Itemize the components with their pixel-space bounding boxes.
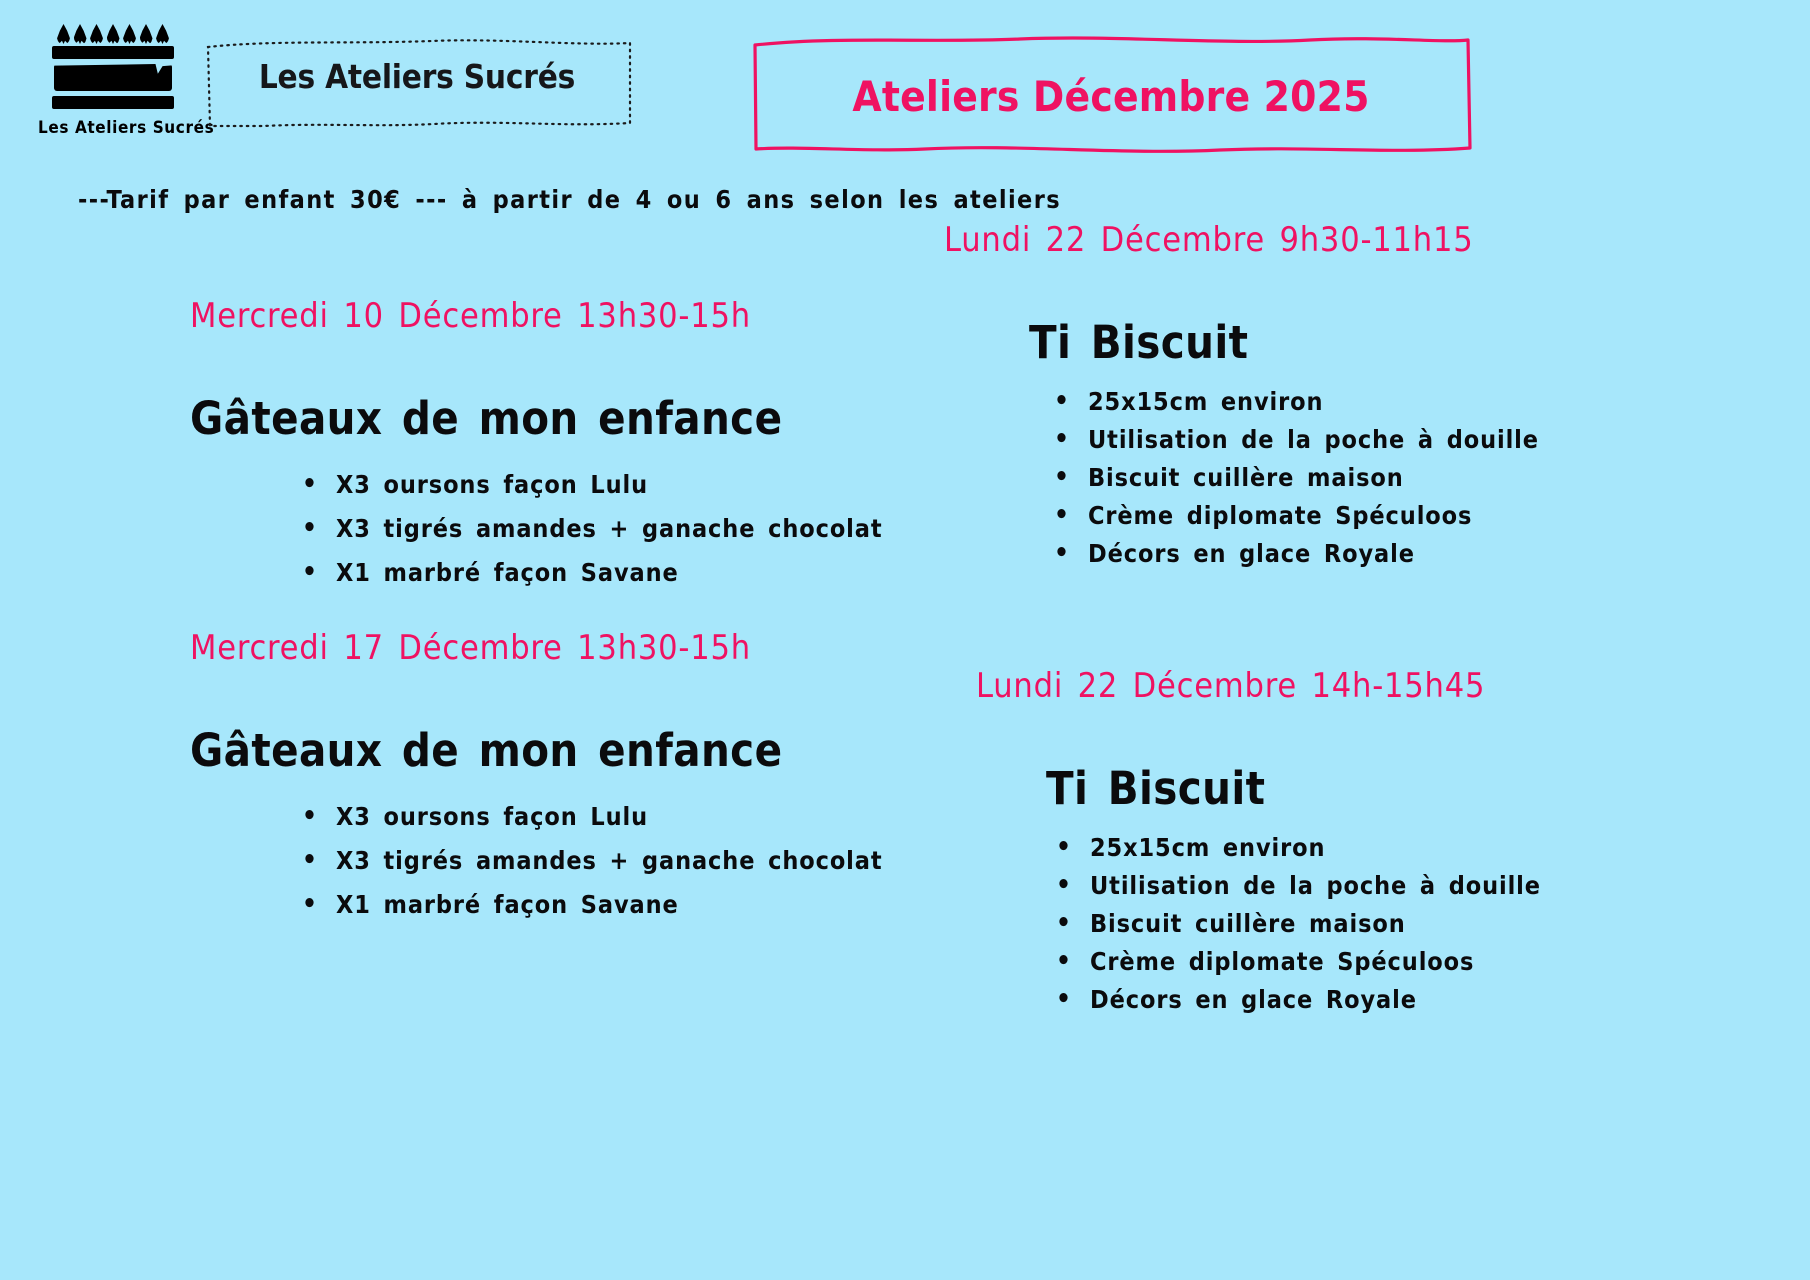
- workshop-item: • X3 oursons façon Lulu: [302, 463, 883, 507]
- workshop-item: • X3 oursons façon Lulu: [302, 795, 883, 839]
- workshop-block: [190, 296, 883, 595]
- page-title: Ateliers Décembre 2025: [852, 72, 1370, 121]
- logo-caption: Les Ateliers Sucrés: [38, 118, 215, 138]
- workshop-item: • 25x15cm environ: [1054, 383, 1539, 421]
- workshop-item: • X3 tigrés amandes + ganache chocolat: [302, 507, 883, 551]
- brand-name-box: [202, 27, 632, 137]
- workshop-block: [976, 666, 1541, 1019]
- workshop-item: • Utilisation de la poche à douille: [1056, 867, 1541, 905]
- candle-flame-icon: [57, 24, 70, 44]
- workshop-item-list: [1054, 383, 1539, 573]
- pricing-note: ---Tarif par enfant 30€ --- à partir de 4 ou 6 ans selon les ateliers: [78, 185, 1062, 214]
- header-title-box: [750, 30, 1472, 155]
- candle-flame-icon: [90, 24, 103, 44]
- workshop-title: Ti Biscuit: [1046, 762, 1266, 815]
- workshop-date: Mercredi 10 Décembre 13h30-15h: [190, 296, 751, 336]
- candle-flame-icon: [123, 24, 136, 44]
- candle-flame-icon: [74, 24, 87, 44]
- workshop-title: Ti Biscuit: [1029, 316, 1249, 369]
- workshop-date: Mercredi 17 Décembre 13h30-15h: [190, 628, 751, 668]
- workshop-item: • Crème diplomate Spéculoos: [1054, 497, 1539, 535]
- cake-tier-top: [52, 46, 174, 59]
- brand-logo: [38, 22, 215, 138]
- cake-tier-bottom: [52, 96, 174, 109]
- workshop-item: • Biscuit cuillère maison: [1054, 459, 1539, 497]
- brand-name-label: Les Ateliers Sucrés: [258, 57, 576, 96]
- workshop-item-list: [1056, 829, 1541, 1019]
- workshop-item: • Utilisation de la poche à douille: [1054, 421, 1539, 459]
- workshop-item-list: [302, 463, 883, 595]
- cake-tier-middle: [54, 64, 172, 91]
- workshop-date: Lundi 22 Décembre 14h-15h45: [976, 666, 1486, 706]
- workshop-date: Lundi 22 Décembre 9h30-11h15: [944, 220, 1474, 260]
- workshop-item: • X3 tigrés amandes + ganache chocolat: [302, 839, 883, 883]
- layer-cake-with-candles-icon: [52, 22, 174, 110]
- workshop-item: • Biscuit cuillère maison: [1056, 905, 1541, 943]
- workshop-item: • Décors en glace Royale: [1056, 981, 1541, 1019]
- candles-group: [57, 22, 169, 44]
- workshop-title: Gâteaux de mon enfance: [190, 724, 783, 777]
- workshop-block: [190, 628, 883, 927]
- workshop-item: • X1 marbré façon Savane: [302, 883, 883, 927]
- workshop-block: [944, 220, 1539, 573]
- candle-flame-icon: [140, 24, 153, 44]
- workshop-item: • Décors en glace Royale: [1054, 535, 1539, 573]
- workshop-title: Gâteaux de mon enfance: [190, 392, 783, 445]
- workshop-item: • 25x15cm environ: [1056, 829, 1541, 867]
- candle-flame-icon: [107, 24, 120, 44]
- workshop-item: • X1 marbré façon Savane: [302, 551, 883, 595]
- workshop-item-list: [302, 795, 883, 927]
- candle-flame-icon: [156, 24, 169, 44]
- workshop-item: • Crème diplomate Spéculoos: [1056, 943, 1541, 981]
